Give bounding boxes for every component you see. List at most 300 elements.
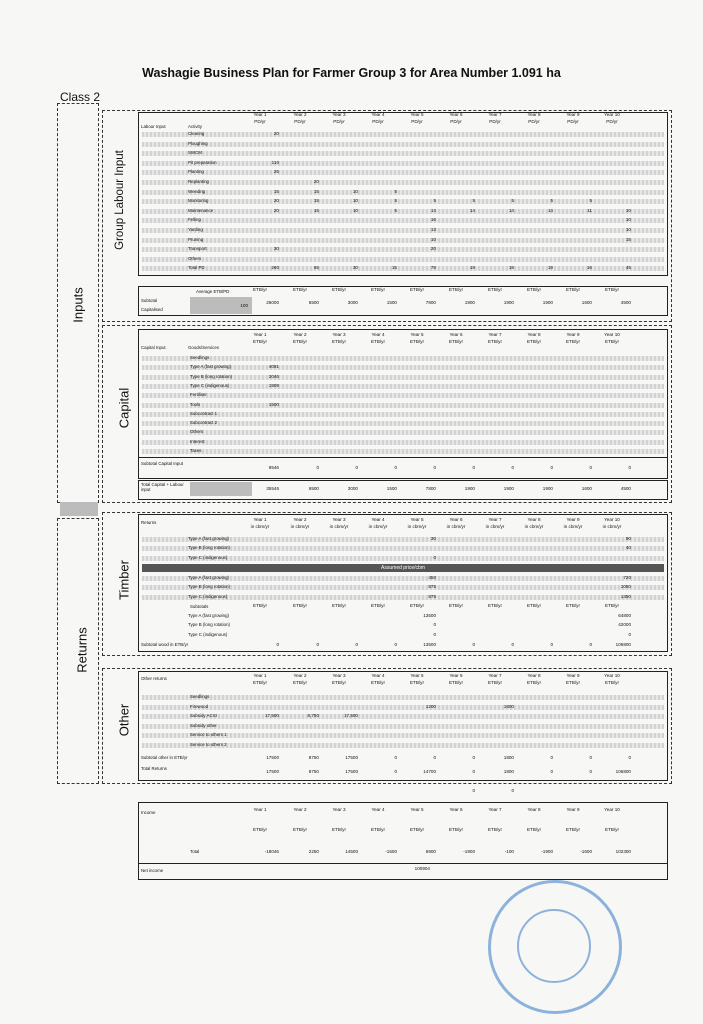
capital-cell: 1500 xyxy=(268,401,279,407)
labour-subtotal-cell: 1900 xyxy=(464,300,475,305)
timber-unit-header: in cbm/yr xyxy=(368,524,388,529)
timber-sub-row-label: Type C (indigenous) xyxy=(188,631,228,637)
other-row-stripe xyxy=(142,695,664,700)
labour-year-header: Year 7 xyxy=(488,112,502,117)
labour-cell: 14 xyxy=(469,207,475,213)
capital-year-header: Year 1 xyxy=(253,332,267,337)
capital-unit-header: ETB/yr xyxy=(604,339,620,344)
timber-sub-cell: 0 xyxy=(433,622,436,628)
labour-cell: 14 xyxy=(430,207,436,213)
total-returns-cell: 8750 xyxy=(308,769,319,774)
income-year-header: Year 1 xyxy=(253,807,267,812)
labour-cell: 5 xyxy=(589,198,592,204)
labour-unit-header: PD/yr xyxy=(294,119,306,124)
labour-cell: 5 xyxy=(511,198,514,204)
capital-year-header: Year 9 xyxy=(566,332,580,337)
timber-price-cell: 450 xyxy=(428,575,436,580)
capital-row-label: Subcontract 2 xyxy=(190,420,218,426)
labour-row-label: Weeding xyxy=(188,188,206,194)
other-year-header: Year 1 xyxy=(253,673,267,678)
other-subtotal-cell: 0 xyxy=(433,755,436,760)
total-returns-cell: 0 xyxy=(472,769,475,774)
other-year-header: Year 8 xyxy=(527,673,541,678)
labour-cell: 19 xyxy=(547,265,553,271)
timber-cell: 30 xyxy=(430,536,436,541)
labour-cell: 78 xyxy=(430,265,436,271)
other-subtotal-cell: 1800 xyxy=(503,755,514,760)
capital-total-cell: 1900 xyxy=(503,486,514,491)
income-total-cell: -1900 xyxy=(463,849,475,854)
labour-unit-header: PD/yr xyxy=(411,119,423,124)
capital-row-label: Taxes xyxy=(190,448,202,453)
timber-unit-header: in cbm/yr xyxy=(329,524,349,529)
assumed-price-bar: Assumed price/cbm xyxy=(142,564,664,572)
income-total-cell: -18046 xyxy=(264,849,279,854)
capital-year-header: Year 2 xyxy=(293,332,307,337)
labour-cell: 10 xyxy=(625,227,631,232)
labour-cell: 10 xyxy=(430,236,436,242)
income-unit-header: ETB/yr xyxy=(292,827,308,832)
other-year-header: Year 9 xyxy=(566,673,580,678)
capital-subtotal-cell: 0 xyxy=(433,465,436,470)
income-year-header: Year 9 xyxy=(566,807,580,812)
class-label: Class 2 xyxy=(60,90,101,104)
other-row-stripe xyxy=(142,724,664,729)
labour-row-label: Pit preparation xyxy=(188,159,217,165)
capital-row-label: Seedlings xyxy=(190,355,210,360)
timber-row-label: Type A (fast growing) xyxy=(188,536,229,541)
capital-subtotal-label: Subtotal Capital Input xyxy=(141,461,183,466)
income-year-header: Year 5 xyxy=(410,807,424,812)
labour-cell: 10 xyxy=(352,188,358,194)
labour-unit-header: PD/yr xyxy=(254,119,266,124)
labour-unit-header: PD/yr xyxy=(489,119,501,124)
labour-etb-unit: ETB/yr xyxy=(292,287,308,292)
labour-unit-header: PD/yr xyxy=(528,119,540,124)
capital-unit-header: ETB/yr xyxy=(252,339,268,344)
capital-unit-header: ETB/yr xyxy=(409,339,425,344)
capital-subtotal-cell: 0 xyxy=(472,465,475,470)
labour-cell: 20 xyxy=(313,179,319,184)
labour-subtotal-cell: 1900 xyxy=(503,300,514,305)
timber-unit-header: in cbm/yr xyxy=(446,524,466,529)
capital-cell: 4091 xyxy=(268,364,279,370)
capital-unit-header: ETB/yr xyxy=(565,339,581,344)
timber-sub-cell: 42000 xyxy=(618,622,631,628)
timber-sub-cell: 64800 xyxy=(618,613,631,618)
capital-row-stripe xyxy=(142,449,664,454)
other-col0: Other returns xyxy=(141,676,167,681)
labour-cell: 15 xyxy=(313,207,319,213)
labour-etb-unit: ETB/yr xyxy=(448,287,464,292)
timber-sub-cell: 0 xyxy=(433,631,436,637)
labour-cell: 16 xyxy=(430,217,436,223)
other-row-label: Subsidy other xyxy=(190,722,217,728)
labour-row-label: Ploughing xyxy=(188,140,208,146)
labour-cell: 13 xyxy=(430,227,436,232)
labour-row-label: Total PD xyxy=(188,265,205,271)
income-unit-header: ETB/yr xyxy=(409,827,425,832)
other-label: Other xyxy=(116,703,132,737)
other-row-stripe xyxy=(142,714,664,719)
labour-subtotal-cell: 7800 xyxy=(425,300,436,305)
labour-subtotal-cell: 1900 xyxy=(542,300,553,305)
income-total-cell: -1500 xyxy=(385,849,397,854)
capital-row-label: Others xyxy=(190,429,204,435)
income-year-header: Year 2 xyxy=(293,807,307,812)
labour-row-label: Maintenance xyxy=(188,207,214,213)
income-total-cell: 14500 xyxy=(345,849,358,854)
other-unit-header: ETB/yr xyxy=(526,680,542,685)
other-unit-header: ETB/yr xyxy=(331,680,347,685)
capital-total-cell: 1900 xyxy=(542,486,553,491)
inputs-label: Inputs xyxy=(70,287,86,323)
labour-subtotal-cell: 1600 xyxy=(581,300,592,305)
labour-cell: 30 xyxy=(352,265,358,271)
capital-col0: Capital Input xyxy=(141,345,166,350)
other-year-header: Year 6 xyxy=(449,673,463,678)
subtotal-wood-cell: 0 xyxy=(316,642,319,647)
labour-year-header: Year 6 xyxy=(449,112,463,117)
timber-unit-header: in cbm/yr xyxy=(563,524,583,529)
labour-year-header: Year 10 xyxy=(604,112,620,117)
capital-unit-header: ETB/yr xyxy=(292,339,308,344)
other-unit-header: ETB/yr xyxy=(565,680,581,685)
capital-row-label: Tools xyxy=(190,401,201,407)
labour-cell: 16 xyxy=(586,265,592,271)
labour-row-label: Felling xyxy=(188,217,201,223)
labour-etb-unit: ETB/yr xyxy=(331,287,347,292)
other-subtotal-cell: 17500 xyxy=(266,755,279,760)
other-unit-header: ETB/yr xyxy=(604,680,620,685)
timber-unit-header: in cbm/yr xyxy=(485,524,505,529)
labour-year-header: Year 2 xyxy=(293,112,307,117)
labour-cell: 10 xyxy=(352,198,358,204)
timber-subtotals-label: Subtotals xyxy=(190,604,209,609)
income-unit-header: ETB/yr xyxy=(565,827,581,832)
capital-total-label: Total Capital + Labour input xyxy=(141,482,184,492)
timber-year-header: Year 8 xyxy=(527,517,541,522)
labour-cell: 5 xyxy=(394,188,397,194)
labour-cell: 10 xyxy=(625,217,631,223)
labour-cell: 20 xyxy=(430,246,436,252)
subtotal-wood-cell: 0 xyxy=(472,642,475,647)
total-returns-cell: 0 xyxy=(550,769,553,774)
capital-year-header: Year 4 xyxy=(371,332,385,337)
labour-cell: 5 xyxy=(433,198,436,204)
income-total-cell: 6900 xyxy=(425,849,436,854)
labour-row-label: Clearing xyxy=(188,131,205,136)
subtotal-wood-label: Subtotal wood in ETB/yr xyxy=(141,642,189,647)
total-returns-cell: 0 xyxy=(394,769,397,774)
capital-unit-header: ETB/yr xyxy=(331,339,347,344)
labour-year-header: Year 1 xyxy=(253,112,267,117)
other-subtotal-cell: 17500 xyxy=(345,755,358,760)
other-cell: 1800 xyxy=(503,703,514,709)
labour-subtotal-cell: 4500 xyxy=(620,300,631,305)
timber-year-header: Year 4 xyxy=(371,517,385,522)
other-cell: 17,500 xyxy=(264,713,279,719)
returns-extra-cell: 0 xyxy=(472,788,475,793)
net-income-value: 100904 xyxy=(414,866,430,871)
capital-subtotal-cell: 0 xyxy=(511,465,514,470)
capital-row-stripe xyxy=(142,430,664,435)
capital-subtotal-cell: 0 xyxy=(316,465,319,470)
labour-year-header: Year 3 xyxy=(332,112,346,117)
other-year-header: Year 10 xyxy=(604,673,620,678)
subtotal-wood-cell: 0 xyxy=(589,642,592,647)
labour-cell: 19 xyxy=(508,265,514,271)
timber-etb-unit: ETB/yr xyxy=(565,603,581,608)
other-year-header: Year 3 xyxy=(332,673,346,678)
timber-col0: Returns xyxy=(141,520,157,525)
other-year-header: Year 7 xyxy=(488,673,502,678)
capital-year-header: Year 6 xyxy=(449,332,463,337)
capital-row-label: Subcontract 1 xyxy=(190,410,218,416)
labour-cell: 10 xyxy=(625,207,631,213)
other-year-header: Year 5 xyxy=(410,673,424,678)
capital-subtotal-cell: 9546 xyxy=(268,465,279,470)
capital-subtotal-cell: 0 xyxy=(628,465,631,470)
timber-etb-unit: ETB/yr xyxy=(526,603,542,608)
other-cell: 8,750 xyxy=(307,713,319,719)
labour-etb-unit: ETB/yr xyxy=(604,287,620,292)
labour-cell: 5 xyxy=(394,198,397,204)
timber-year-header: Year 6 xyxy=(449,517,463,522)
divider-shade xyxy=(60,502,98,516)
timber-label: Timber xyxy=(116,560,132,600)
labour-col0: Labour Input xyxy=(141,124,166,129)
timber-year-header: Year 10 xyxy=(604,517,620,522)
capital-total-cell: 35546 xyxy=(266,486,279,491)
other-subtotal-cell: 0 xyxy=(628,755,631,760)
timber-year-header: Year 5 xyxy=(410,517,424,522)
capital-row-label: Type A (fast growing) xyxy=(190,364,231,370)
labour-row-stripe xyxy=(142,190,664,195)
timber-price-cell: 1050 xyxy=(620,584,631,590)
timber-etb-unit: ETB/yr xyxy=(370,603,386,608)
labour-cell: 19 xyxy=(469,265,475,271)
income-year-header: Year 10 xyxy=(604,807,620,812)
total-returns-cell: 1800 xyxy=(503,769,514,774)
labour-row-stripe xyxy=(142,170,664,175)
labour-year-header: Year 8 xyxy=(527,112,541,117)
income-total-label: Total xyxy=(190,849,200,854)
subtotal-label: Subtotal xyxy=(141,298,158,303)
labour-unit-header: PD/yr xyxy=(372,119,384,124)
capital-total-cell: 1900 xyxy=(464,486,475,491)
capital-row-label: Fertiliser xyxy=(190,392,207,398)
labour-cell: 260 xyxy=(271,265,279,271)
capital-unit-header: ETB/yr xyxy=(526,339,542,344)
avg-value: 100 xyxy=(240,303,248,308)
labour-cell: 15 xyxy=(391,265,397,271)
labour-cell: 20 xyxy=(273,198,279,204)
capital-year-header: Year 10 xyxy=(604,332,620,337)
capital-col1: Goods/Services xyxy=(188,345,219,350)
labour-etb-unit: ETB/yr xyxy=(565,287,581,292)
income-total-cell: 102300 xyxy=(615,849,631,854)
other-unit-header: ETB/yr xyxy=(448,680,464,685)
timber-price-cell: 1350 xyxy=(620,593,631,599)
income-label: Income xyxy=(141,810,156,815)
labour-cell: 15 xyxy=(273,188,279,194)
labour-unit-header: PD/yr xyxy=(567,119,579,124)
capital-row-label: Type C (indigenous) xyxy=(190,382,230,388)
labour-cell: 20 xyxy=(273,131,279,136)
total-returns-cell: 14700 xyxy=(423,769,436,774)
capital-total-cell: 4500 xyxy=(620,486,631,491)
labour-row-stripe xyxy=(142,132,664,137)
labour-cell: 5 xyxy=(394,207,397,213)
capital-subtotal-cell: 0 xyxy=(355,465,358,470)
income-year-header: Year 8 xyxy=(527,807,541,812)
capital-unit-header: ETB/yr xyxy=(487,339,503,344)
timber-sub-cell: 0 xyxy=(628,631,631,637)
timber-price-row-label: Type C (indigenous) xyxy=(188,593,228,599)
other-subtotal-cell: 0 xyxy=(550,755,553,760)
labour-row-label: Others xyxy=(188,255,202,261)
total-returns-cell: 17500 xyxy=(345,769,358,774)
subtotal-wood-cell: 0 xyxy=(394,642,397,647)
capital-unit-header: ETB/yr xyxy=(370,339,386,344)
labour-cell: 10 xyxy=(352,207,358,213)
subtotal-wood-cell: 106800 xyxy=(615,642,631,647)
other-cell: 1200 xyxy=(425,703,436,709)
capital-total-cell: 3000 xyxy=(347,486,358,491)
income-unit-header: ETB/yr xyxy=(526,827,542,832)
timber-year-header: Year 7 xyxy=(488,517,502,522)
income-total-cell: -1600 xyxy=(580,849,592,854)
capital-year-header: Year 7 xyxy=(488,332,502,337)
capital-row-stripe xyxy=(142,412,664,417)
timber-year-header: Year 3 xyxy=(332,517,346,522)
labour-etb-unit: ETB/yr xyxy=(487,287,503,292)
timber-unit-header: in cbm/yr xyxy=(290,524,310,529)
subtotal-wood-cell: 13500 xyxy=(423,642,436,647)
returns-extra-cell: 0 xyxy=(511,788,514,793)
official-stamp xyxy=(488,880,622,1014)
other-year-header: Year 4 xyxy=(371,673,385,678)
income-total-cell: 2250 xyxy=(308,849,319,854)
labour-cell: 20 xyxy=(273,207,279,213)
timber-sub-cell: 13500 xyxy=(423,613,436,618)
labour-cell: 14 xyxy=(508,207,514,213)
labour-row-stripe xyxy=(142,151,664,156)
labour-row-label: Replanting xyxy=(188,179,209,184)
capitalised-label: Capitalised xyxy=(141,307,163,312)
timber-price-cell: 875 xyxy=(428,593,436,599)
timber-etb-unit: ETB/yr xyxy=(487,603,503,608)
other-row-label: Firewood xyxy=(190,703,209,709)
income-unit-header: ETB/yr xyxy=(370,827,386,832)
timber-etb-unit: ETB/yr xyxy=(604,603,620,608)
labour-cell: 5 xyxy=(472,198,475,204)
other-unit-header: ETB/yr xyxy=(409,680,425,685)
capital-row-label: Interest xyxy=(190,438,205,444)
capital-label: Capital xyxy=(116,387,132,429)
labour-cell: 30 xyxy=(273,246,279,252)
timber-price-row-label: Type A (fast growing) xyxy=(188,575,229,580)
capital-total-cell: 7800 xyxy=(425,486,436,491)
labour-subtotal-cell: 1500 xyxy=(386,300,397,305)
labour-cell: 14 xyxy=(547,207,553,213)
capital-unit-header: ETB/yr xyxy=(448,339,464,344)
total-returns-cell: 0 xyxy=(589,769,592,774)
labour-cell: 11 xyxy=(587,207,592,213)
labour-etb-unit: ETB/yr xyxy=(409,287,425,292)
labour-cell: 65 xyxy=(313,265,319,271)
income-year-header: Year 3 xyxy=(332,807,346,812)
labour-row-stripe xyxy=(142,161,664,166)
timber-unit-header: in cbm/yr xyxy=(250,524,270,529)
page-title: Washagie Business Plan for Farmer Group 3 for Area Number 1.091 ha xyxy=(142,66,561,80)
capital-cell: 1909 xyxy=(268,382,279,388)
capital-row-label: Type B (long rotation) xyxy=(190,373,232,379)
income-year-header: Year 7 xyxy=(488,807,502,812)
returns-label: Returns xyxy=(74,627,90,673)
capital-row-stripe xyxy=(142,440,664,445)
labour-col1: Activity xyxy=(188,124,202,129)
capital-row-stripe xyxy=(142,356,664,361)
timber-etb-unit: ETB/yr xyxy=(252,603,268,608)
other-year-header: Year 2 xyxy=(293,673,307,678)
labour-year-header: Year 4 xyxy=(371,112,385,117)
other-subtotal-cell: 0 xyxy=(589,755,592,760)
other-subtotal-cell: 0 xyxy=(472,755,475,760)
labour-etb-unit: ETB/yr xyxy=(526,287,542,292)
capital-row-stripe xyxy=(142,421,664,426)
labour-row-label: Planting xyxy=(188,169,204,175)
labour-cell: 15 xyxy=(313,188,319,194)
timber-unit-header: in cbm/yr xyxy=(602,524,622,529)
total-returns-cell: 17500 xyxy=(266,769,279,774)
labour-year-header: Year 5 xyxy=(410,112,424,117)
timber-year-header: Year 2 xyxy=(293,517,307,522)
total-returns-cell: 106800 xyxy=(615,769,631,774)
labour-row-label: SWCM xyxy=(188,150,202,156)
other-row-label: Service to others 1 xyxy=(190,732,227,738)
income-unit-header: ETB/yr xyxy=(604,827,620,832)
other-subtotal-label: Subtotal other in ETB/yr xyxy=(141,755,188,760)
timber-year-header: Year 1 xyxy=(253,517,267,522)
income-unit-header: ETB/yr xyxy=(487,827,503,832)
capital-row-stripe xyxy=(142,393,664,398)
labour-subtotal-cell: 6500 xyxy=(308,300,319,305)
timber-sub-row-label: Type A (fast growing) xyxy=(188,613,229,618)
labour-row-label: Monitoring xyxy=(188,198,209,204)
labour-row-label: Pruning xyxy=(188,236,204,242)
capital-total-cell: 1500 xyxy=(386,486,397,491)
labour-cell: 25 xyxy=(273,169,279,175)
capital-year-header: Year 5 xyxy=(410,332,424,337)
labour-year-header: Year 9 xyxy=(566,112,580,117)
labour-row-label: Yarding xyxy=(188,227,203,232)
timber-etb-unit: ETB/yr xyxy=(448,603,464,608)
other-row-label: Subsidy ACSI xyxy=(190,713,217,719)
subtotal-wood-cell: 0 xyxy=(276,642,279,647)
labour-cell: 15 xyxy=(313,198,319,204)
subtotal-wood-cell: 0 xyxy=(511,642,514,647)
labour-row-stripe xyxy=(142,142,664,147)
timber-year-header: Year 9 xyxy=(566,517,580,522)
avg-label: Average ETB/PD xyxy=(196,289,230,294)
net-income-label: Net income xyxy=(141,868,164,873)
timber-cell: 0 xyxy=(433,554,436,560)
income-year-header: Year 4 xyxy=(371,807,385,812)
labour-cell: 110 xyxy=(271,159,279,165)
labour-cell: 15 xyxy=(625,236,631,242)
